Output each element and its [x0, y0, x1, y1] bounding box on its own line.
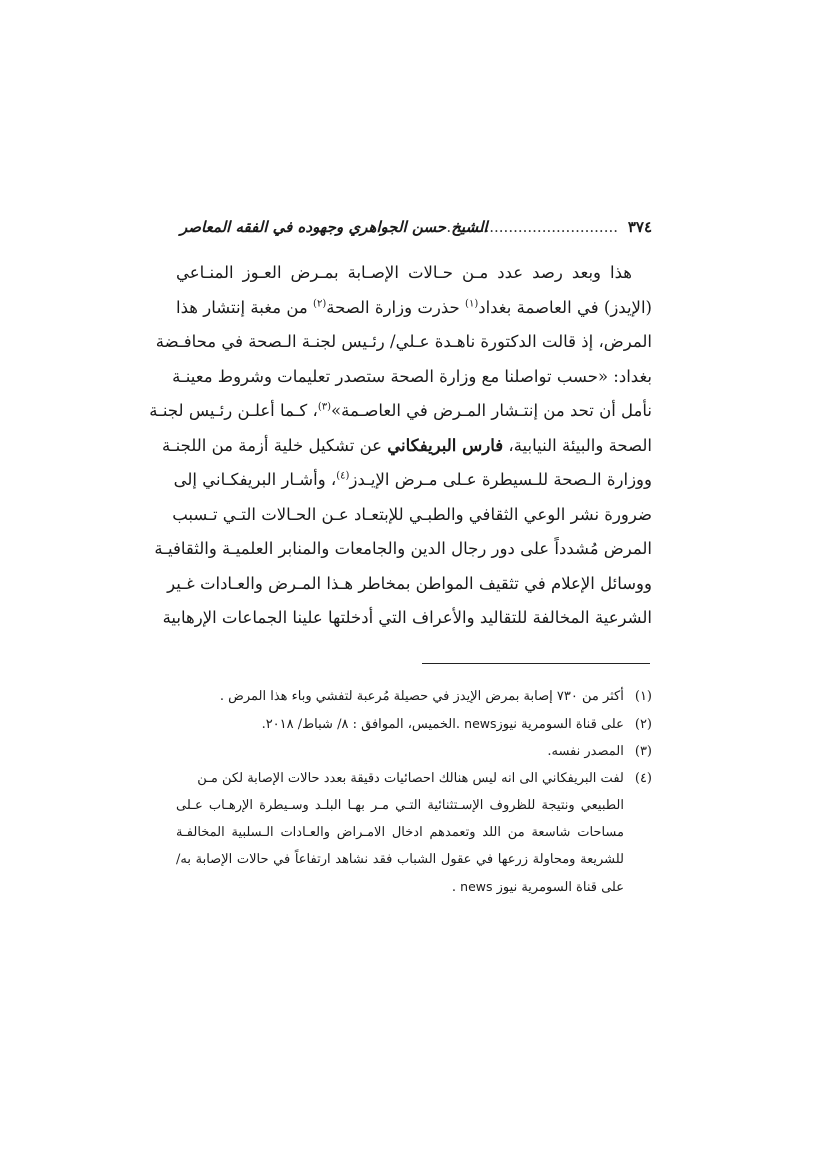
- footnote-1: [176, 683, 652, 710]
- body-line-10: ووسائل الإعلام في تثقيف المواطن بمخاطر هـذا المـرض والعـادات غـير: [167, 573, 652, 593]
- footnote-4-number: (٤): [634, 771, 652, 786]
- body-line-6-part-b: عن تشكيل خلية أزمة من اللجنـة: [161, 435, 388, 455]
- footnote-4: [176, 765, 652, 792]
- body-line-9: المرض مُشدداً على دور رجال الدين والجامعات والمنابر العلميـة والثقافيـة: [154, 539, 652, 558]
- footnote-ref-1: (١): [465, 298, 479, 309]
- footnotes: [176, 683, 652, 901]
- footnote-2-latin: news: [464, 716, 497, 731]
- footnote-4-line-5-text-b: .: [451, 880, 461, 895]
- footnote-3: [176, 738, 652, 765]
- footnote-4-line-3: مساحات شاسعة من اللد وتعمدهم ادخال الامـراض والعـادات الـسلبية المخالفـة: [176, 825, 624, 840]
- footnote-separator: [422, 663, 650, 664]
- body-line-7-part-b: ، وأشـار البريفكـاني إلى: [173, 470, 337, 489]
- body-line-2-part-a: (الإيدز) في العاصمة بغداد: [478, 297, 652, 317]
- footnote-4-line-2: الطبيعي ونتيجة للظروف الإسـتثنائية التـي مـر بهـا البلـد وسـيطرة الإرهـاب عـلى: [176, 798, 624, 813]
- body-line-2: [176, 291, 652, 326]
- running-header: [180, 218, 652, 244]
- footnote-1-text: أكثر من ٧٣٠ إصابة بمرض الإيدز في حصيلة مُرعبة لتفشي وباء هذا المرض .: [219, 689, 624, 704]
- body-line-3: المرض، إذ قالت الدكتورة ناهـدة عـلي/ رئـيس لجنـة الـصحة في محافـضة: [155, 332, 652, 351]
- body-line-2-part-b: حذرت وزارة الصحة: [326, 297, 466, 317]
- footnote-ref-3: (٣): [317, 401, 332, 413]
- body-line-7: [173, 463, 652, 498]
- body-line-1: هذا وبعد رصد عدد مـن حـالات الإصـابة بمـرض العـوز المنـاعي: [176, 263, 632, 282]
- body-line-4: بغداد: «حسب تواصلنا مع وزارة الصحة ستصدر تعليمات وشروط معينـة: [172, 366, 652, 386]
- footnote-4-line-5-text-a: على قناة السومرية نيوز: [492, 880, 624, 895]
- body-text: [149, 256, 652, 636]
- footnote-3-number: (٣): [634, 744, 652, 759]
- footnote-3-text: المصدر نفسه.: [547, 744, 624, 759]
- footnote-2-number: (٢): [634, 717, 652, 732]
- footnote-1-number: (١): [634, 689, 652, 704]
- footnote-4-latin: news: [460, 879, 493, 894]
- footnote-4-line-4: للشريعة ومحاولة زرعها في عقول الشباب فقد نشاهد ارتفاعاً في حالات الإصابة به/: [176, 852, 624, 867]
- footnote-2-text-b: .الخميس، الموافق : ٨/ شباط/ ٢٠١٨.: [261, 717, 465, 732]
- footnote-2: [176, 710, 652, 738]
- body-line-6-part-a: الصحة والبيئة النيابية،: [503, 435, 652, 455]
- body-line-11: الشرعية المخالفة للتقاليد والأعراف التي أدخلتها علينا الجماعات الإرهابية: [162, 608, 652, 627]
- body-line-7-part-a: ووزارة الـصحة للـسيطرة عـلى مـرض الإيـدز: [349, 470, 652, 489]
- body-line-8: ضرورة نشر الوعي الثقافي والطبـي للإبتعـاد عـن الحـالات التـي تـسبب: [172, 504, 652, 524]
- body-line-5-part-b: ، كـما أعلـن رئـيس لجنـة: [149, 401, 318, 420]
- footnote-4-line-5: [176, 873, 652, 901]
- body-line-5: [149, 394, 652, 429]
- footnote-ref-4: (٤): [336, 470, 350, 482]
- bold-name: فارس البريفكاني: [387, 435, 504, 455]
- footnote-ref-2: (٢): [313, 298, 327, 309]
- footnote-2-text-a: على قناة السومرية نيوز: [496, 717, 624, 732]
- page-number: ٣٧٤: [627, 218, 652, 236]
- body-line-5-part-a: نأمل أن تحد من إنتـشار المـرض في العاصـمة»: [331, 401, 652, 420]
- body-line-2-part-c: من مغبة إنتشار هذا: [176, 297, 314, 317]
- footnote-4-line-1: لفت البريفكاني الى انه ليس هنالك احصائيات دقيقة بعدد حالات الإصابة لكن مـن: [197, 771, 624, 786]
- body-line-6: [161, 429, 652, 464]
- header-dot-leader: ....................................: [446, 218, 618, 236]
- running-title: الشيخ حسن الجواهري وجهوده في الفقه المعاصر: [180, 218, 488, 236]
